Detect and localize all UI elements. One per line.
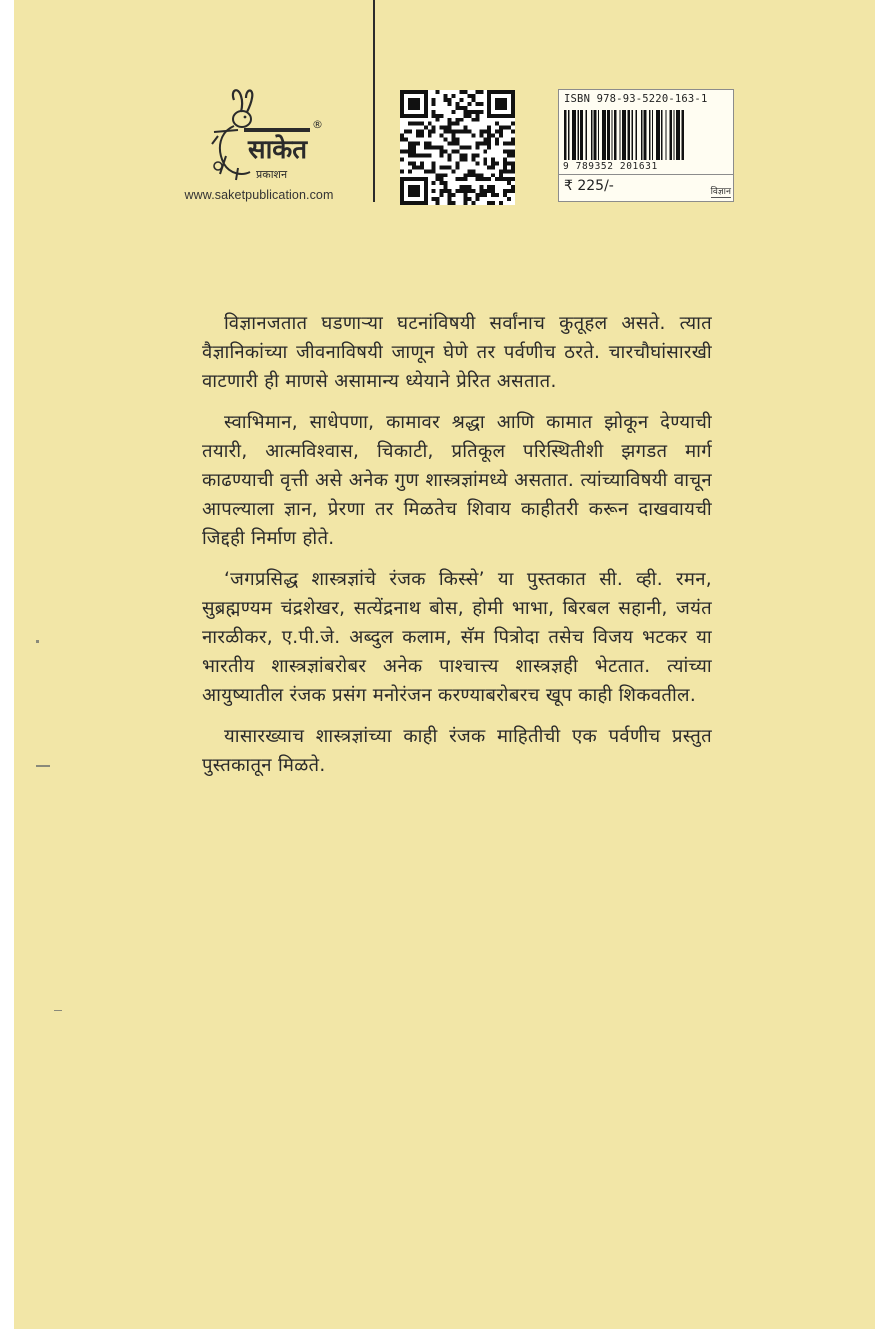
registered-mark: ®	[312, 118, 323, 131]
category-label: विज्ञान	[711, 184, 731, 198]
blurb-paragraph: विज्ञानजतात घडणाऱ्या घटनांविषयी सर्वांनाच कुतूहल असते. त्यात वैज्ञानिकांच्या जीवनाविषयी जाणून घेणे तर पर्वणीच ठरते. चारचौघांसारखी वाटणारी ही माणसे असामान्य ध्येयाने प्रेरित असतात.	[202, 313, 712, 392]
barcode-icon	[564, 110, 728, 162]
isbn-label: ISBN 978-93-5220-163-1	[564, 93, 708, 105]
price: ₹ 225/-	[564, 178, 614, 194]
print-speck	[36, 640, 39, 643]
blurb-text	[202, 309, 712, 792]
print-speck	[36, 765, 50, 767]
logo-subtext: प्रकाशन	[256, 168, 288, 181]
rabbit-logo-icon	[194, 86, 324, 186]
blurb-paragraph: ‘जगप्रसिद्ध शास्त्रज्ञांचे रंजक किस्से’ या पुस्तकात सी. व्ही. रमन, सुब्रह्मण्यम चंद्रशेखर, सत्येंद्रनाथ बोस, होमी भाभा, बिरबल सहानी, जयंत नारळीकर, ए.पी.जे. अब्दुल कलाम, सॅम पित्रोदा तसेच विजय भटकर या भारतीय शास्त्रज्ञांबरोबर अनेक पाश्चात्त्य शास्त्रज्ञही भेटतात. त्यांच्या आयुष्यातील रंजक प्रसंग मनोरंजन करण्याबरोबरच खूप काही शिकवतील.	[202, 569, 712, 706]
publisher-logo	[164, 86, 354, 206]
price-row	[559, 174, 733, 202]
print-speck	[54, 1010, 62, 1011]
logo-text: साकेत	[248, 135, 308, 165]
publisher-website[interactable]: www.saketpublication.com	[184, 188, 334, 202]
header-divider	[373, 0, 375, 202]
isbn-panel	[558, 89, 734, 202]
blurb-paragraph: स्वाभिमान, साधेपणा, कामावर श्रद्धा आणि कामात झोकून देण्याची तयारी, आत्मविश्वास, चिकाटी, प्रतिकूल परिस्थितीशी झगडत मार्ग काढण्याची वृत्ती असे अनेक गुण शास्त्रज्ञांमध्ये असतात. त्यांच्याविषयी वाचून आपल्याला ज्ञान, प्रेरणा तर मिळतेच शिवाय काहीतरी करून दाखवायची जिद्दही निर्माण होते.	[202, 412, 712, 549]
barcode-digits: 9 789352 201631	[563, 161, 658, 172]
qr-code-icon[interactable]	[400, 90, 515, 205]
back-cover	[14, 0, 875, 1329]
blurb-paragraph: यासारख्याच शास्त्रज्ञांच्या काही रंजक माहितीची एक पर्वणीच प्रस्तुत पुस्तकातून मिळते.	[202, 726, 712, 776]
